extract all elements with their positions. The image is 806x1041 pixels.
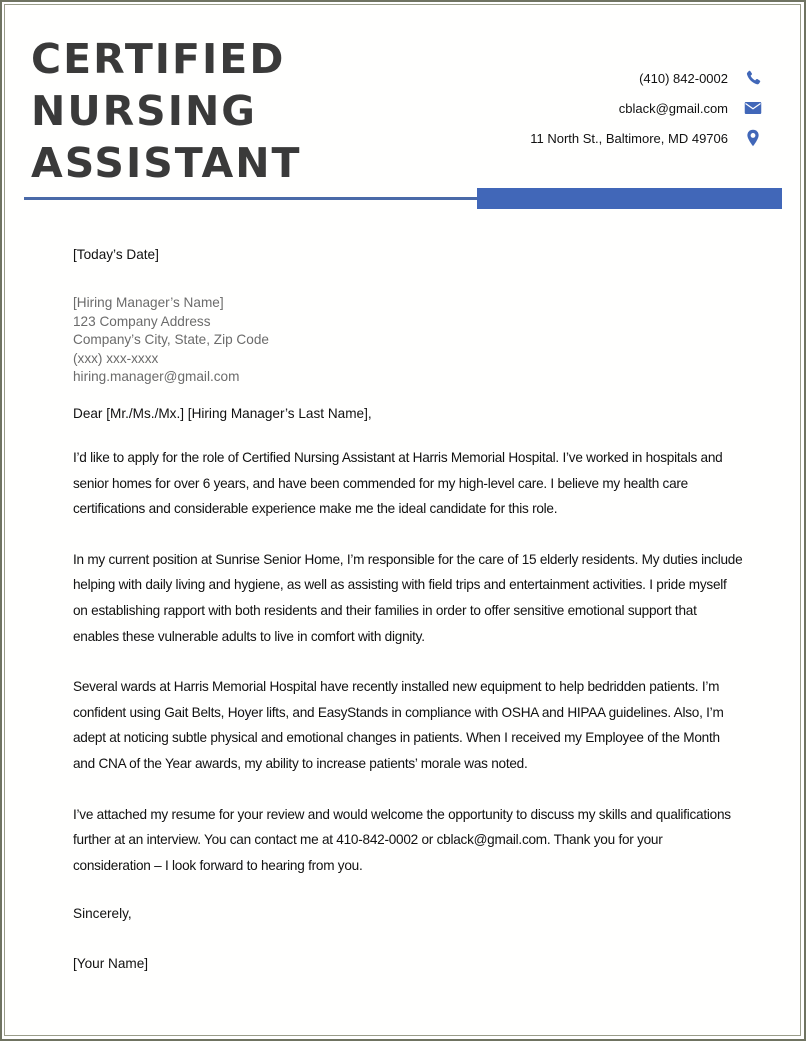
phone-text: (410) 842-0002 <box>639 70 728 86</box>
map-pin-icon <box>744 129 762 147</box>
body-paragraph: I’d like to apply for the role of Certified Nursing Assistant at Harris Memorial Hospital. I’ve worked in hospitals and senior homes for over 6 years, and have been commended for my high-level care. I believe my health care certifications and considerable experience make me the ideal candidate for this role. <box>73 449 723 517</box>
body-paragraph: In my current position at Sunrise Senior Home, I’m responsible for the care of 15 elderly residents. My duties include helping with daily living and hygiene, as well as assisting with field trips and entertainment activities. I pride myself on establishing rapport with both residents and their families in order to offer sensitive emotional support that enables these vulnerable adults to live in comfort with dignity. <box>73 551 743 644</box>
body-paragraph: Several wards at Harris Memorial Hospital have recently installed new equipment to help bedridden patients. I’m confident using Gait Belts, Hoyer lifts, and EasyStands in compliance with OSHA and HIPAA guidelines. Also, I’m adept at noticing subtle physical and emotional changes in patients. When I received my Employee of the Month and CNA of the Year awards, my ability to increase patients’ morale was noted. <box>73 679 724 771</box>
email-text: cblack@gmail.com <box>618 100 728 116</box>
body-paragraph: I’ve attached my resume for your review and would welcome the opportunity to discuss my skills and qualifications further at an interview. You can contact me at 410-842-0002 or cblack@gmail.com. Thank you for your consideration – I look forward to hearing from you. <box>73 806 731 873</box>
contact-address <box>530 123 762 153</box>
phone-icon <box>744 69 762 87</box>
contact-phone <box>530 63 762 93</box>
header-accent-bar <box>477 188 782 209</box>
recipient-email: hiring.manager@gmail.com <box>73 369 240 385</box>
job-title-heading <box>31 33 302 189</box>
recipient-city: Company’s City, State, Zip Code <box>73 332 269 348</box>
contact-email <box>530 93 762 123</box>
header-divider-line <box>24 197 479 200</box>
cover-letter-body <box>73 244 743 975</box>
title-line: CERTIFIED <box>31 35 286 83</box>
closing: Sincerely, <box>73 906 132 922</box>
recipient-street: 123 Company Address <box>73 313 211 329</box>
recipient-address <box>73 294 743 387</box>
contact-info <box>530 63 762 153</box>
title-line: NURSING <box>31 87 257 135</box>
recipient-phone: (xxx) xxx-xxxx <box>73 350 159 366</box>
recipient-name: [Hiring Manager’s Name] <box>73 295 224 310</box>
salutation: Dear [Mr./Ms./Mx.] [Hiring Manager’s Last Name], <box>73 405 372 421</box>
address-text: 11 North St., Baltimore, MD 49706 <box>530 130 728 146</box>
envelope-icon <box>744 99 762 117</box>
letter-date: [Today’s Date] <box>73 247 159 262</box>
title-line: ASSISTANT <box>31 139 302 187</box>
signature-name: [Your Name] <box>73 956 149 972</box>
